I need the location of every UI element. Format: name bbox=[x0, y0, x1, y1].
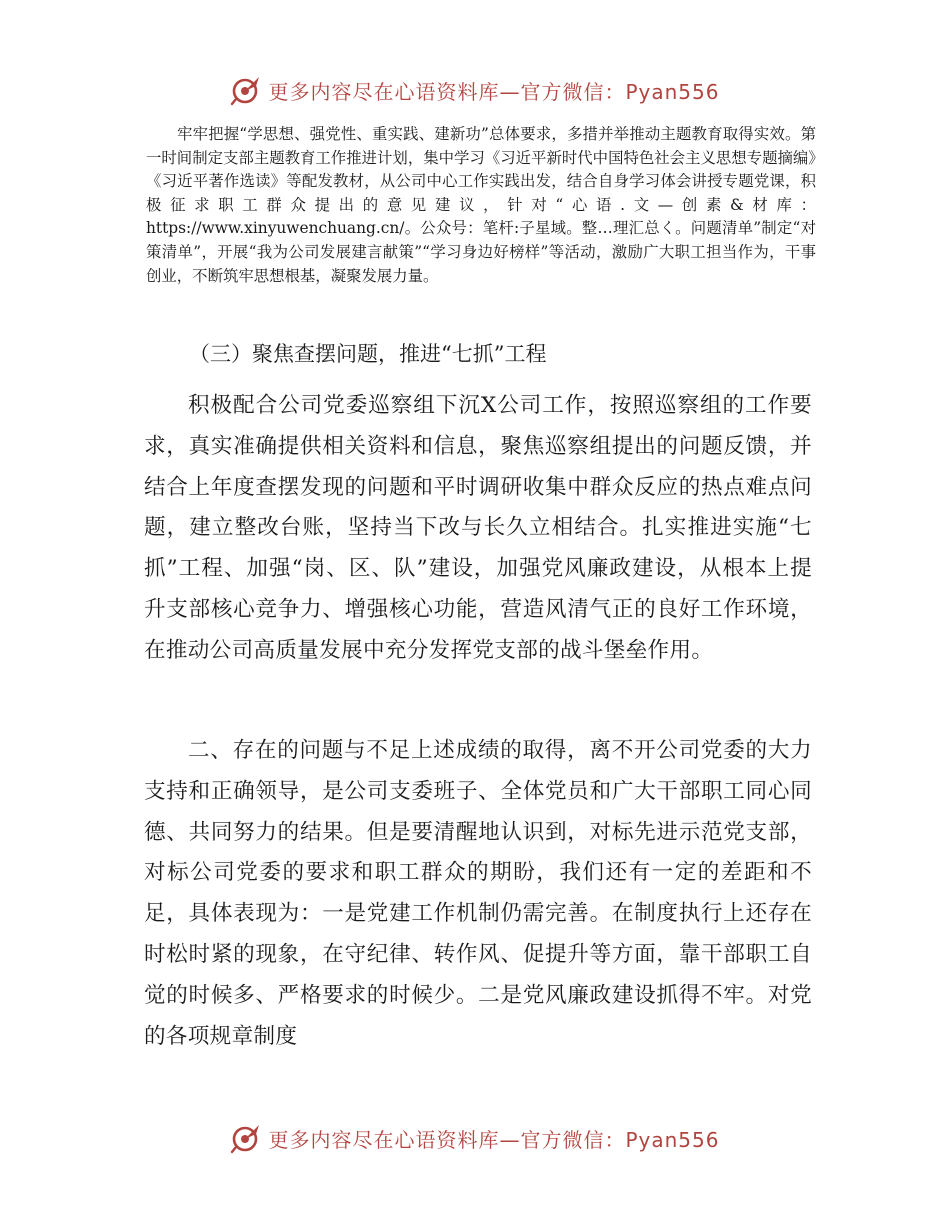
section-paragraph: 积极配合公司党委巡察组下沉X公司工作，按照巡察组的工作要求，真实准确提供相关资料和信息，聚焦巡察组提出的问题反馈，并结合上年度查摆发现的问题和平时调研收集中群众反应的热点难点问题，建立整改台账，坚持当下改与长久立相结合。扎实推进实施“七抓”工程、加强“岗、区、队”建设，加强党风廉政建设，从根本上提升支部核心竞争力、增强核心功能，营造风清气正的良好工作环境，在推动公司高质量发展中充分发挥党支部的战斗堡垒作用。 bbox=[144, 393, 812, 663]
quill-seal-icon bbox=[230, 74, 262, 106]
header-banner-text: 更多内容尽在心语资料库—官方微信：Pyan556 bbox=[268, 79, 720, 104]
quill-seal-icon bbox=[230, 1122, 262, 1154]
footer-banner bbox=[0, 1118, 950, 1158]
problems-paragraph: 二、存在的问题与不足上述成绩的取得，离不开公司党委的大力支持和正确领导，是公司支委班子、全体党员和广大干部职工同心同德、共同努力的结果。但是要清醒地认识到，对标先进示范党支部，对标公司党委的要求和职工群众的期盼，我们还有一定的差距和不足，具体表现为：一是党建工作机制仍需完善。在制度执行上还存在时松时紧的现象，在守纪律、转作风、促提升等方面，靠干部职工自觉的时候多、严格要求的时候少。二是党风廉政建设抓得不牢。对党的各项规章制度 bbox=[144, 738, 812, 1049]
intro-paragraph: 牢牢把握“学思想、强党性、重实践、建新功”总体要求，多措并举推动主题教育取得实效。第一时间制定支部主题教育工作推进计划，集中学习《习近平新时代中国特色社会主义思想专题摘编》《习近平著作选读》等配发教材，从公司中心工作实践出发，结合自身学习体会讲授专题党课，积极征求职工群众提出的意见建议，针对“心语.文—创素&材库：https://www.xinyuwenchuang.cn/。公众号：笔杆:子星域。整…理汇总く。问题清单”制定“对策清单”，开展“我为公司发展建言献策”“学习身边好榜样”等活动，激励广大职工担当作为，干事创业，不断筑牢思想根基，凝聚发展力量。 bbox=[146, 125, 816, 285]
footer-banner-text: 更多内容尽在心语资料库—官方微信：Pyan556 bbox=[268, 1127, 720, 1152]
header-banner bbox=[0, 70, 950, 110]
section-heading: （三）聚焦查摆问题，推进“七抓”工程 bbox=[189, 342, 547, 366]
